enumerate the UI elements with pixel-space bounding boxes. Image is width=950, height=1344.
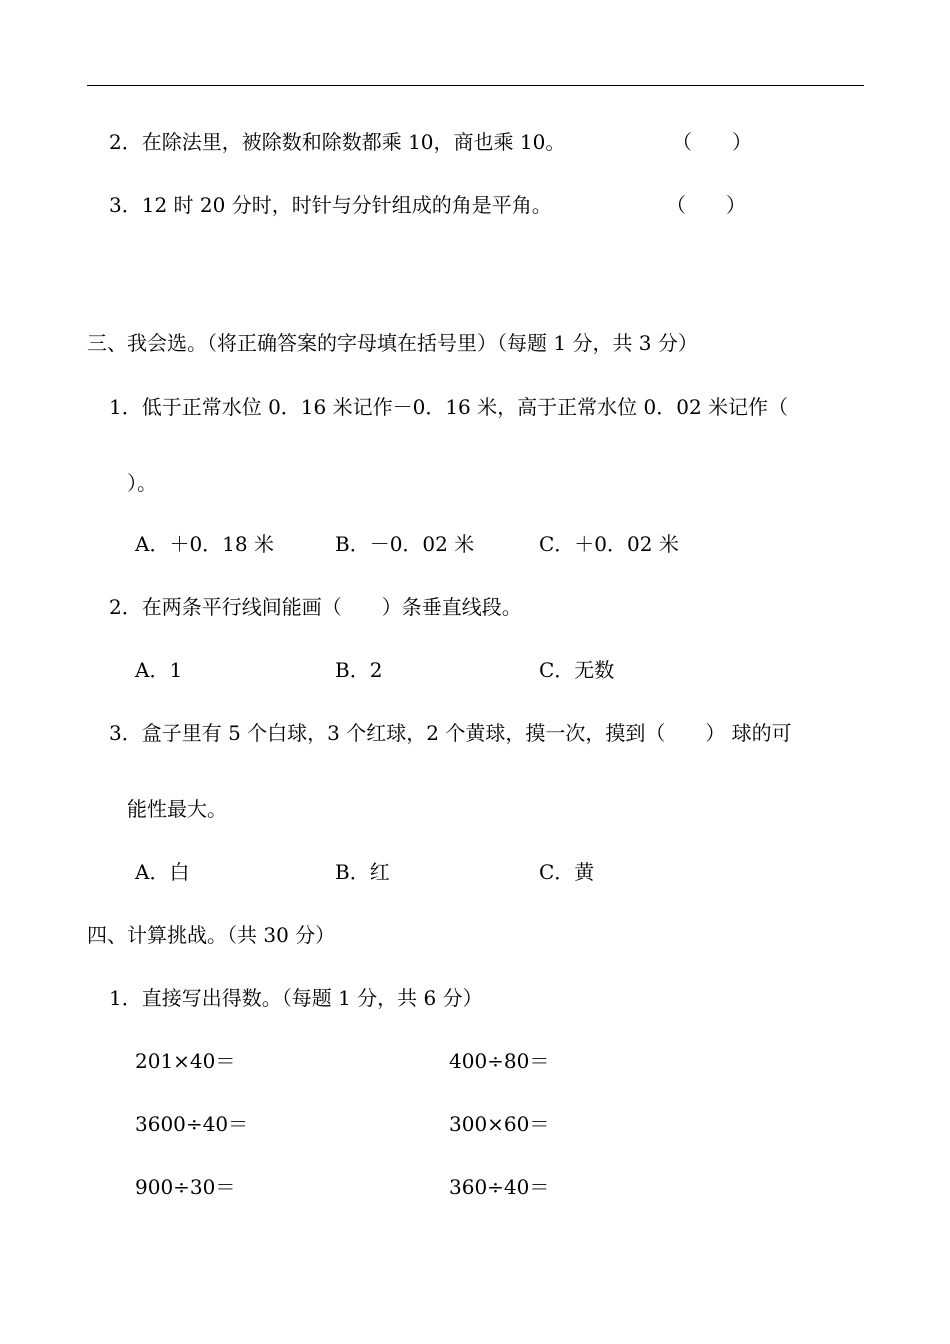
- choice-2-option-b: B．2: [335, 658, 383, 682]
- choice-3-option-b: B．红: [335, 860, 390, 884]
- choice-3-option-c: C．黄: [539, 860, 595, 884]
- calc-problem: 900÷30＝: [135, 1175, 236, 1199]
- choice-3-option-a: A．白: [135, 860, 190, 884]
- header-rule: [87, 85, 864, 86]
- judge-question-2: 2．在除法里，被除数和除数都乘 10，商也乘 10。: [109, 130, 566, 154]
- answer-paren-judge-3[interactable]: （ ）: [666, 193, 746, 217]
- calc-problem: 360÷40＝: [449, 1175, 550, 1199]
- calc-problem: 201×40＝: [135, 1049, 236, 1073]
- answer-paren-judge-2[interactable]: （ ）: [672, 130, 752, 154]
- choice-question-1-line2: ）。: [127, 471, 157, 495]
- choice-question-3-line1: 3．盒子里有 5 个白球，3 个红球，2 个黄球，摸一次，摸到（ ） 球的可: [109, 721, 792, 745]
- choice-1-option-c: C．＋0．02 米: [539, 532, 679, 556]
- section-3-heading: 三、我会选。（将正确答案的字母填在括号里）（每题 1 分，共 3 分）: [87, 331, 698, 355]
- choice-2-option-a: A．1: [135, 658, 183, 682]
- calc-question-1-title: 1．直接写出得数。（每题 1 分，共 6 分）: [109, 986, 483, 1010]
- choice-1-option-a: A．＋0．18 米: [135, 532, 274, 556]
- calc-problem: 3600÷40＝: [135, 1112, 249, 1136]
- choice-2-option-c: C．无数: [539, 658, 615, 682]
- choice-question-1-line1: 1．低于正常水位 0．16 米记作－0．16 米，高于正常水位 0．02 米记作（: [109, 395, 789, 419]
- judge-question-3: 3．12 时 20 分时，时针与分针组成的角是平角。: [109, 193, 552, 217]
- calc-problem: 300×60＝: [449, 1112, 550, 1136]
- choice-question-2: 2．在两条平行线间能画（ ）条垂直线段。: [109, 595, 522, 619]
- section-4-heading: 四、计算挑战。（共 30 分）: [87, 923, 336, 947]
- choice-1-option-b: B．－0．02 米: [335, 532, 475, 556]
- calc-problem: 400÷80＝: [449, 1049, 550, 1073]
- choice-question-3-line2: 能性最大。: [127, 797, 227, 821]
